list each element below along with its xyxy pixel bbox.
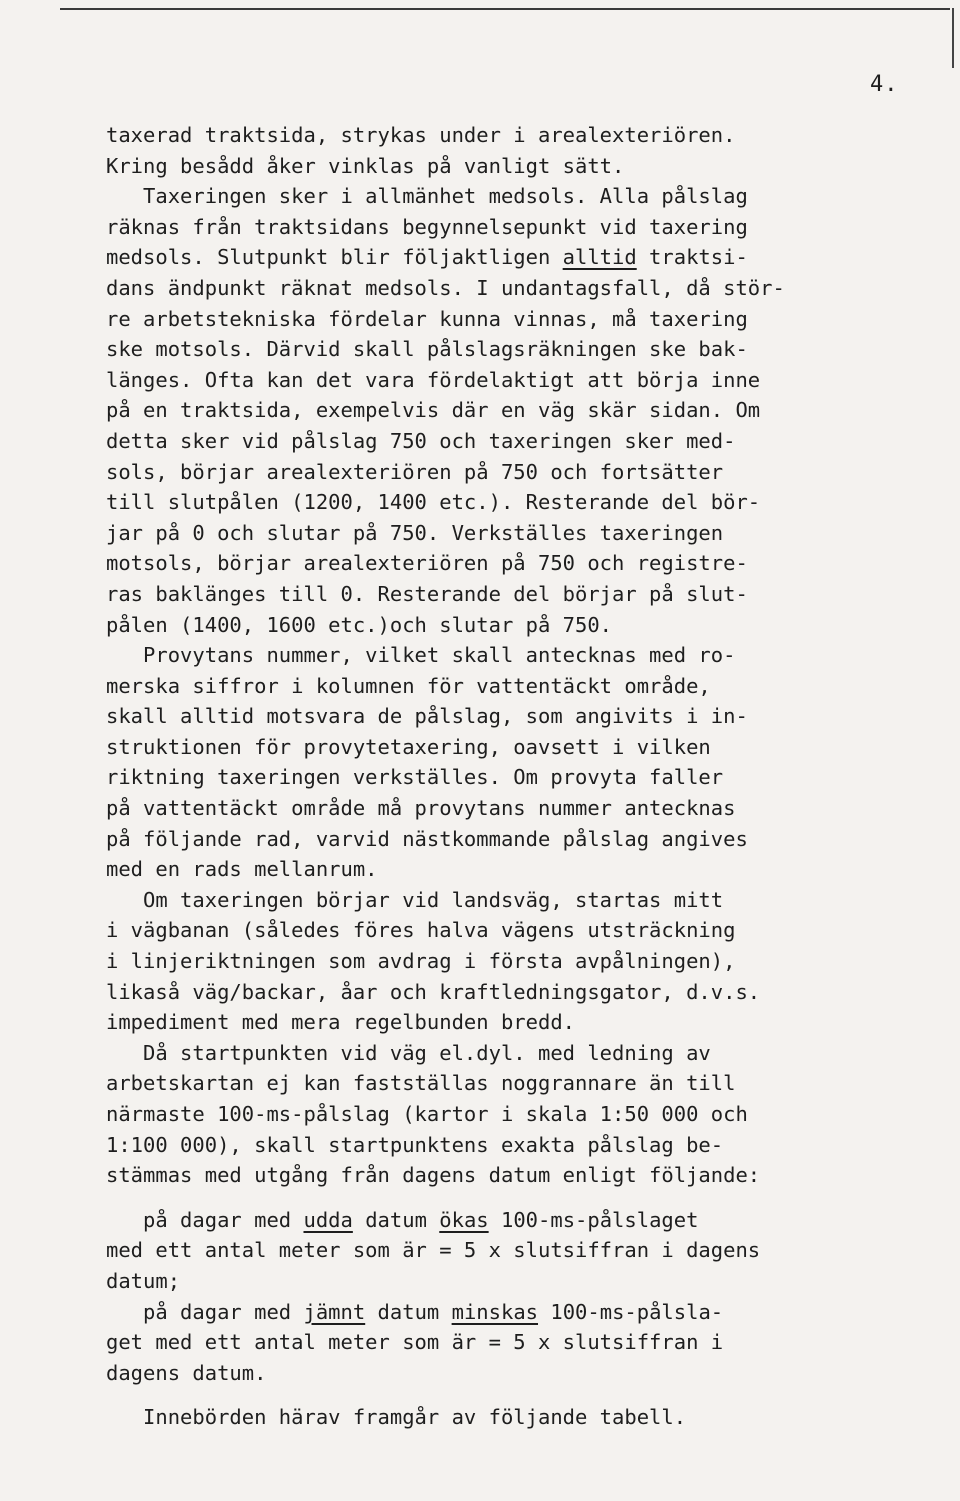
- text-line: [106, 1266, 926, 1297]
- text-run: merska siffror i kolumnen för vattentäckt område,: [106, 673, 711, 698]
- text-run: struktionen för provytetaxering, oavsett i vilken: [106, 734, 711, 759]
- text-line: [106, 977, 926, 1008]
- text-line: [106, 1160, 926, 1191]
- text-line: [106, 946, 926, 977]
- text-line: [106, 793, 926, 824]
- text-line: [106, 579, 926, 610]
- text-run: dagens datum.: [106, 1360, 267, 1385]
- text-line: [106, 671, 926, 702]
- text-run: med en rads mellanrum.: [106, 857, 378, 882]
- underlined-word: alltid: [562, 245, 637, 270]
- text-run: Om taxeringen börjar vid landsväg, startas mitt: [106, 887, 724, 912]
- text-run: traktsi-: [636, 245, 748, 270]
- text-line: [106, 151, 926, 182]
- text-run: pålen (1400, 1600 etc.)och slutar på 750.: [106, 612, 613, 637]
- text-run: i linjeriktningen som avdrag i första avpålningen),: [106, 949, 736, 974]
- paragraph-gap: [106, 1388, 926, 1402]
- top-rule: [60, 8, 950, 10]
- text-run: Provytans nummer, vilket skall antecknas med ro-: [106, 643, 736, 668]
- text-line: [106, 426, 926, 457]
- text-run: jar på 0 och slutar på 750. Verkställes taxeringen: [106, 520, 724, 545]
- text-line: [106, 487, 926, 518]
- text-line: [106, 915, 926, 946]
- text-run: arbetskartan ej kan fastställas noggrannare än till: [106, 1071, 736, 1096]
- text-line: [106, 1327, 926, 1358]
- text-run: re arbetstekniska fördelar kunna vinnas, må taxering: [106, 306, 748, 331]
- text-run: Kring besådd åker vinklas på vanligt sätt.: [106, 153, 625, 178]
- text-run: dans ändpunkt räknat medsols. I undantagsfall, då stör-: [106, 275, 785, 300]
- text-run: sols, börjar arealexteriören på 750 och fortsätter: [106, 459, 724, 484]
- text-run: på dagar med: [106, 1299, 304, 1324]
- text-line: [106, 1205, 926, 1236]
- text-line: [106, 1099, 926, 1130]
- text-run: motsols, börjar arealexteriören på 750 och registre-: [106, 551, 748, 576]
- text-run: med ett antal meter som är = 5 x slutsiffran i dagens: [106, 1238, 761, 1263]
- text-run: datum: [365, 1299, 452, 1324]
- text-run: detta sker vid pålslag 750 och taxeringen sker med-: [106, 428, 736, 453]
- text-line: [106, 365, 926, 396]
- text-run: ras baklänges till 0. Resterande del börjar på slut-: [106, 581, 748, 606]
- text-run: på en traktsida, exempelvis där en väg skär sidan. Om: [106, 398, 761, 423]
- paragraph-gap: [106, 1191, 926, 1205]
- text-run: räknas från traktsidans begynnelsepunkt vid taxering: [106, 214, 748, 239]
- text-line: [106, 885, 926, 916]
- text-run: datum;: [106, 1268, 181, 1293]
- text-line: [106, 1038, 926, 1069]
- text-line: [106, 1130, 926, 1161]
- right-edge-rule: [952, 8, 954, 68]
- text-line: [106, 854, 926, 885]
- text-line: [106, 1297, 926, 1328]
- text-line: [106, 181, 926, 212]
- text-line: [106, 1235, 926, 1266]
- text-line: [106, 824, 926, 855]
- text-line: [106, 212, 926, 243]
- text-run: medsols. Slutpunkt blir följaktligen: [106, 245, 563, 270]
- text-line: [106, 701, 926, 732]
- text-run: datum: [352, 1207, 440, 1232]
- text-run: länges. Ofta kan det vara fördelaktigt att börja inne: [106, 367, 761, 392]
- text-run: Taxeringen sker i allmänhet medsols. Alla pålslag: [106, 184, 748, 209]
- text-run: Innebörden härav framgår av följande tabell.: [106, 1405, 687, 1430]
- text-line: [106, 120, 926, 151]
- text-run: get med ett antal meter som är = 5 x slutsiffran i: [106, 1330, 724, 1355]
- text-run: närmaste 100-ms-pålslag (kartor i skala 1:50 000 och: [106, 1102, 748, 1126]
- text-line: [106, 273, 926, 304]
- text-run: 100-ms-pålslaget: [488, 1207, 699, 1232]
- text-line: [106, 1358, 926, 1389]
- text-run: skall alltid motsvara de pålslag, som angivits i in-: [106, 704, 748, 729]
- text-run: 1:100 000), skall startpunktens exakta pålslag be-: [106, 1132, 724, 1157]
- text-run: på vattentäckt område må provytans nummer antecknas: [106, 796, 736, 821]
- text-run: ske motsols. Därvid skall pålslagsräkningen ske bak-: [106, 337, 748, 362]
- text-line: [106, 1402, 926, 1433]
- text-line: [106, 1007, 926, 1038]
- text-run: likaså väg/backar, åar och kraftledningsgator, d.v.s.: [106, 979, 761, 1004]
- text-line: [106, 1068, 926, 1099]
- text-run: till slutpålen (1200, 1400 etc.). Resterande del bör-: [106, 490, 761, 515]
- text-line: [106, 640, 926, 671]
- text-line: [106, 304, 926, 335]
- underlined-word: minskas: [451, 1299, 539, 1324]
- text-run: Då startpunkten vid väg el.dyl. med ledning av: [106, 1040, 711, 1065]
- text-run: taxerad traktsida, strykas under i arealexteriören.: [106, 123, 736, 147]
- text-run: impediment med mera regelbunden bredd.: [106, 1010, 575, 1035]
- text-run: 100-ms-pålsla-: [538, 1299, 724, 1324]
- page-number: 4.: [870, 72, 899, 97]
- text-line: [106, 762, 926, 793]
- underlined-word: jämnt: [303, 1299, 366, 1324]
- text-line: [106, 457, 926, 488]
- underlined-word: ökas: [439, 1207, 489, 1232]
- text-line: [106, 395, 926, 426]
- text-line: [106, 548, 926, 579]
- text-run: på dagar med: [106, 1207, 304, 1232]
- text-line: [106, 334, 926, 365]
- text-line: [106, 732, 926, 763]
- text-line: [106, 242, 926, 273]
- text-line: [106, 610, 926, 641]
- underlined-word: udda: [303, 1207, 353, 1232]
- text-line: [106, 518, 926, 549]
- text-run: riktning taxeringen verkställes. Om provyta faller: [106, 765, 724, 790]
- text-run: i vägbanan (således föres halva vägens utsträckning: [106, 918, 736, 943]
- text-run: på följande rad, varvid nästkommande pålslag angives: [106, 826, 748, 851]
- text-run: stämmas med utgång från dagens datum enligt följande:: [106, 1163, 761, 1188]
- document-body: [106, 120, 926, 1433]
